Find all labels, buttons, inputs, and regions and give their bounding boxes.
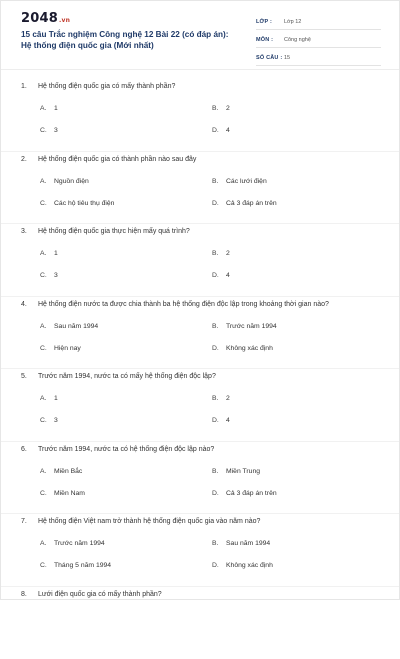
quiz-title: 15 câu Trắc nghiệm Công nghệ 12 Bài 22 (có đáp án): Hệ thống điện quốc gia (Mới nhất) <box>21 30 236 51</box>
meta-key: LỚP : <box>256 19 272 25</box>
question-4 <box>21 297 381 370</box>
option-a[interactable] <box>40 105 58 112</box>
option-letter: C. <box>40 272 54 279</box>
question-8 <box>21 587 381 659</box>
question-text <box>21 156 196 163</box>
option-c[interactable] <box>40 345 81 352</box>
question-text <box>21 446 214 453</box>
option-b[interactable] <box>212 540 270 547</box>
option-a[interactable] <box>40 540 105 547</box>
option-text: Miền Nam <box>54 490 85 497</box>
option-b[interactable] <box>212 178 267 185</box>
question-7 <box>21 514 381 587</box>
question-content: Hệ thống điện quốc gia thực hiện mấy quá trình? <box>38 228 190 235</box>
question-list <box>21 79 381 659</box>
option-letter: C. <box>40 127 54 134</box>
option-letter: C. <box>40 490 54 497</box>
question-text <box>21 518 260 525</box>
question-text <box>21 301 329 308</box>
option-d[interactable] <box>212 562 273 569</box>
meta-key: MÔN : <box>256 37 273 43</box>
option-letter: D. <box>212 345 226 352</box>
option-text: 1 <box>54 395 58 402</box>
option-letter: D. <box>212 490 226 497</box>
question-content: Trước năm 1994, nước ta có mấy hệ thống điện độc lập? <box>38 373 216 380</box>
option-letter: D. <box>212 272 226 279</box>
option-b[interactable] <box>212 468 260 475</box>
question-text <box>21 373 216 380</box>
option-text: 3 <box>54 272 58 279</box>
question-number: 2. <box>21 156 38 163</box>
option-c[interactable] <box>40 200 114 207</box>
option-a[interactable] <box>40 323 98 330</box>
option-text: Các lưới điện <box>226 178 267 185</box>
question-number: 8. <box>21 591 38 598</box>
option-text: Miền Trung <box>226 468 260 475</box>
question-number: 3. <box>21 228 38 235</box>
option-letter: C. <box>40 200 54 207</box>
meta-value: Lớp 12 <box>284 19 301 25</box>
option-letter: D. <box>212 417 226 424</box>
meta-row-class <box>256 15 381 30</box>
question-text <box>21 591 162 598</box>
option-letter: D. <box>212 562 226 569</box>
question-5 <box>21 369 381 442</box>
option-letter: A. <box>40 178 54 185</box>
option-text: Miền Bắc <box>54 468 82 475</box>
question-content: Hệ thống điện quốc gia có mấy thành phần? <box>38 83 175 90</box>
question-2 <box>21 152 381 225</box>
header-divider <box>1 69 399 70</box>
option-c[interactable] <box>40 127 58 134</box>
option-letter: B. <box>212 395 226 402</box>
option-letter: A. <box>40 250 54 257</box>
question-number: 7. <box>21 518 38 525</box>
question-number: 6. <box>21 446 38 453</box>
option-b[interactable] <box>212 250 230 257</box>
question-1 <box>21 79 381 152</box>
option-text: Không xác định <box>226 562 273 569</box>
question-number: 5. <box>21 373 38 380</box>
option-text: Cả 3 đáp án trên <box>226 490 277 497</box>
logo-suffix: .vn <box>59 17 70 24</box>
option-letter: C. <box>40 562 54 569</box>
option-d[interactable] <box>212 417 230 424</box>
option-c[interactable] <box>40 490 85 497</box>
page-header <box>1 1 399 63</box>
meta-value: Công nghệ <box>284 37 311 43</box>
option-letter: B. <box>212 250 226 257</box>
meta-row-count <box>256 51 381 66</box>
meta-value: 15 <box>284 55 290 61</box>
option-c[interactable] <box>40 562 111 569</box>
option-text: Sau năm 1994 <box>54 323 98 330</box>
option-text: 4 <box>226 272 230 279</box>
option-d[interactable] <box>212 200 277 207</box>
question-content: Hệ thống điện quốc gia có thành phần nào sau đây <box>38 156 196 163</box>
option-text: Tháng 5 năm 1994 <box>54 562 111 569</box>
option-text: Các hộ tiêu thụ điện <box>54 200 114 207</box>
option-letter: A. <box>40 323 54 330</box>
option-text: 2 <box>226 250 230 257</box>
option-text: 3 <box>54 417 58 424</box>
option-text: 2 <box>226 395 230 402</box>
quiz-meta <box>256 15 381 69</box>
option-letter: B. <box>212 468 226 475</box>
option-letter: B. <box>212 105 226 112</box>
question-text <box>21 228 190 235</box>
option-letter: A. <box>40 105 54 112</box>
option-d[interactable] <box>212 345 273 352</box>
option-d[interactable] <box>212 490 277 497</box>
question-content: Lưới điện quốc gia có mấy thành phần? <box>38 591 162 598</box>
option-letter: C. <box>40 345 54 352</box>
option-letter: B. <box>212 323 226 330</box>
option-text: 1 <box>54 105 58 112</box>
option-letter: C. <box>40 417 54 424</box>
meta-row-subject <box>256 33 381 48</box>
option-b[interactable] <box>212 395 230 402</box>
option-c[interactable] <box>40 417 58 424</box>
option-letter: A. <box>40 395 54 402</box>
question-number: 1. <box>21 83 38 90</box>
option-text: Sau năm 1994 <box>226 540 270 547</box>
option-a[interactable] <box>40 468 82 475</box>
option-letter: B. <box>212 540 226 547</box>
option-b[interactable] <box>212 323 277 330</box>
option-text: 2 <box>226 105 230 112</box>
question-6 <box>21 442 381 515</box>
question-text <box>21 83 175 90</box>
option-letter: A. <box>40 540 54 547</box>
question-content: Hệ thống điện nước ta được chia thành ba hệ thống điện độc lập trong khoảng thời gian nào? <box>38 301 329 308</box>
question-content: Trước năm 1994, nước ta có hệ thống điện độc lập nào? <box>38 446 214 453</box>
option-a[interactable] <box>40 395 58 402</box>
question-content: Hệ thống điện Việt nam trở thành hệ thống điện quốc gia vào năm nào? <box>38 518 260 525</box>
option-d[interactable] <box>212 272 230 279</box>
option-letter: D. <box>212 127 226 134</box>
option-b[interactable] <box>212 105 230 112</box>
option-text: Không xác định <box>226 345 273 352</box>
option-text: 3 <box>54 127 58 134</box>
option-text: 4 <box>226 127 230 134</box>
option-text: Hiện nay <box>54 345 81 352</box>
option-text: Trước năm 1994 <box>54 540 105 547</box>
option-a[interactable] <box>40 250 58 257</box>
option-letter: D. <box>212 200 226 207</box>
option-c[interactable] <box>40 272 58 279</box>
option-text: Nguồn điện <box>54 178 89 185</box>
logo-main: 2048 <box>21 11 58 26</box>
option-a[interactable] <box>40 178 89 185</box>
option-text: 1 <box>54 250 58 257</box>
meta-key: SỐ CÂU : <box>256 55 282 61</box>
option-text: Cả 3 đáp án trên <box>226 200 277 207</box>
option-letter: B. <box>212 178 226 185</box>
option-text: 4 <box>226 417 230 424</box>
question-number: 4. <box>21 301 38 308</box>
option-text: Trước năm 1994 <box>226 323 277 330</box>
option-d[interactable] <box>212 127 230 134</box>
question-3 <box>21 224 381 297</box>
option-letter: A. <box>40 468 54 475</box>
